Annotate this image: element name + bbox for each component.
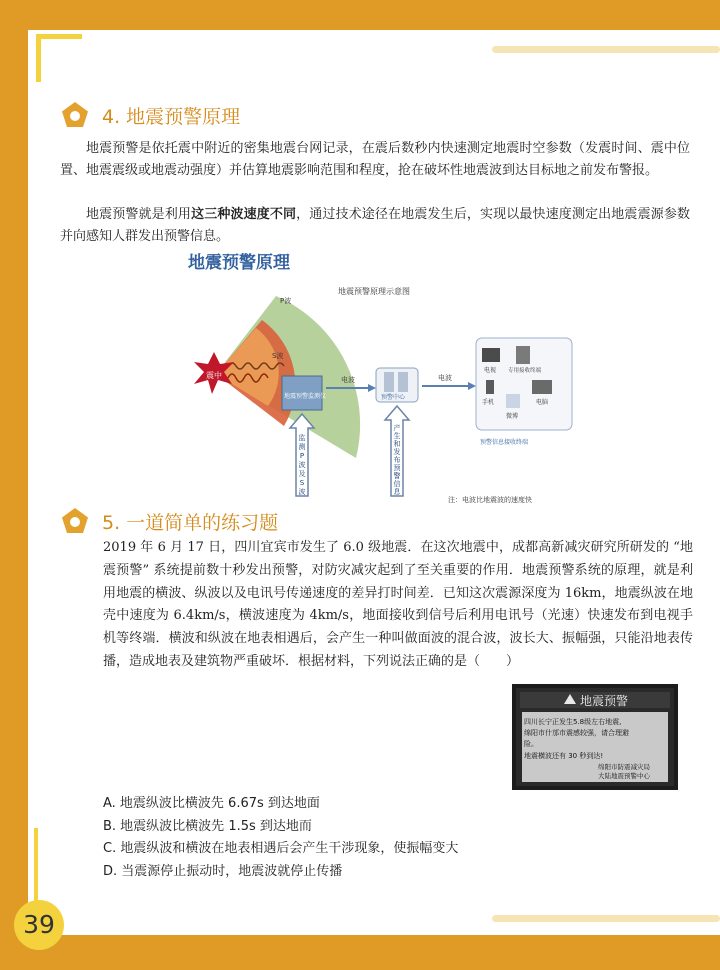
option-c: C. 地震纵波和横波在地表相遇后会产生干涉现象，使振幅变大 (103, 841, 459, 856)
diagram-note: 注：电波比地震波的速度快 (448, 496, 532, 504)
top-stripe (492, 46, 720, 53)
monitor-text-char: 及 (298, 470, 306, 478)
phone-icon (486, 380, 494, 394)
generate-text-char: 产 (393, 424, 401, 432)
diagram-title: 地震预警原理 (188, 253, 290, 273)
diagram-subtitle: 地震预警原理示意图 (338, 287, 410, 296)
computer-icon (532, 380, 552, 394)
photo-line: 大陆地震预警中心 (598, 772, 650, 780)
radio-label-2: 电波 (438, 374, 452, 382)
generate-text-char: 预 (393, 464, 401, 472)
station-label: 地震预警监测仪 (284, 393, 327, 400)
server-icon (398, 372, 408, 392)
photo-line: 绵阳市什邡市震感较强，请合理避 (524, 729, 629, 737)
corner-decoration (36, 34, 82, 39)
pentagon-icon (60, 506, 90, 536)
option-d: D. 当震源停止振动时，地震波就停止传播 (103, 863, 343, 879)
section-5-heading (60, 506, 278, 536)
radio-label-1: 电波 (341, 376, 355, 384)
center-label: 预警中心 (381, 394, 406, 401)
epicenter-label: 震中 (206, 371, 222, 380)
phone-label: 手机 (482, 399, 495, 406)
section-4-paragraph-1: 地震预警是依托震中附近的密集地震台网记录，在震后数秒内快速测定地震时空参数（发震时间、震中位置、地震震级或地震动强度）并估算地震影响范围和程度，抢在破坏性地震波到达目标地之前发布警报。 (60, 141, 690, 178)
generate-text-char: 和 (393, 440, 401, 448)
monitor-text-char: 波 (298, 461, 306, 469)
bold-text: 这三种波速度不同 (191, 207, 297, 222)
generate-text-char: 息 (393, 488, 401, 496)
bottom-stripe (492, 915, 720, 922)
p-wave-label: P波 (280, 297, 292, 305)
generate-text-char: 发 (393, 448, 401, 456)
option-b: B. 地震纵波比横波先 1.5s 到达地而 (103, 818, 312, 834)
photo-line: 绵阳市防震减灾局 (598, 763, 650, 771)
computer-label: 电脑 (536, 399, 549, 406)
section-4-title: 4. 地震预警原理 (102, 105, 241, 128)
left-accent-bar (34, 828, 38, 908)
answer-options (103, 793, 458, 883)
section-5-title: 5. 一道简单的练习题 (102, 511, 279, 534)
s-wave-label: S波 (272, 352, 284, 360)
tv-icon (482, 348, 500, 362)
weibo-label: 微博 (506, 413, 519, 420)
problem-text: 2019 年 6 月 17 日，四川宜宾市发生了 6.0 级地震．在这次地震中，成都高新减灾研究所研发的 “地震预警” 系统提前数十秒发出预警，对防灾减灾起到了至关重要的作用．地震预警系统的原理，就是利用地震的横波、纵波以及电讯号传递速度的差异打时间差．已知这次震源深度为 16km，地震纵波在地壳中速度为 6.4km/s，横波速度为 4km/s，地面接收到信号后利用电讯号（光速）快速发布到电视手机等终端．横波和纵波在地表相遇后，会产生一种叫做面波的混合波，波长大、振幅强，只能沿地表传播，造成地表及建筑物严重破坏．根据材料，下列说法正确的是（ ） (103, 540, 693, 669)
weibo-icon (506, 394, 520, 408)
generate-text-char: 警 (393, 472, 401, 480)
monitor-text-char: P (299, 452, 305, 460)
terminal-icon (516, 346, 530, 364)
generate-text-char: 生 (393, 432, 401, 440)
server-icon (384, 372, 394, 392)
corner-decoration (36, 34, 41, 82)
receivers-label: 预警信息接收终端 (480, 439, 529, 446)
tv-label: 电视 (484, 367, 497, 374)
photo-line: 四川长宁正发生5.8级左右地震, (524, 718, 622, 726)
earthquake-warning-diagram (176, 248, 580, 516)
generate-text-char: 信 (393, 480, 401, 488)
monitor-text-char: 波 (298, 488, 306, 496)
option-a: A. 地震纵波比横波先 6.67s 到达地面 (103, 796, 320, 811)
terminal-label: 专用接收终端 (508, 368, 542, 374)
monitor-text-char: S (299, 479, 305, 487)
warning-screen-photo (512, 684, 678, 790)
section-4-heading (60, 100, 240, 130)
text-span: 地震预警就是利用 (86, 207, 192, 222)
monitor-text-char: 测 (298, 443, 306, 451)
photo-line: 险。 (524, 740, 538, 748)
monitor-text-char: 监 (298, 434, 306, 442)
photo-line: 地震横波还有 30 秒到达! (524, 752, 604, 760)
text-span: ，通过技术途径在地震发生后，实现以最快速度测定出地震震源参数并向感知人群发出预警信息。 (60, 207, 690, 244)
page-number: 39 (14, 900, 64, 950)
pentagon-icon (60, 100, 90, 130)
section-4-paragraph-2 (60, 204, 690, 248)
generate-label (394, 423, 402, 496)
photo-title: 地震预警 (580, 694, 629, 708)
generate-text-char: 布 (393, 456, 401, 464)
